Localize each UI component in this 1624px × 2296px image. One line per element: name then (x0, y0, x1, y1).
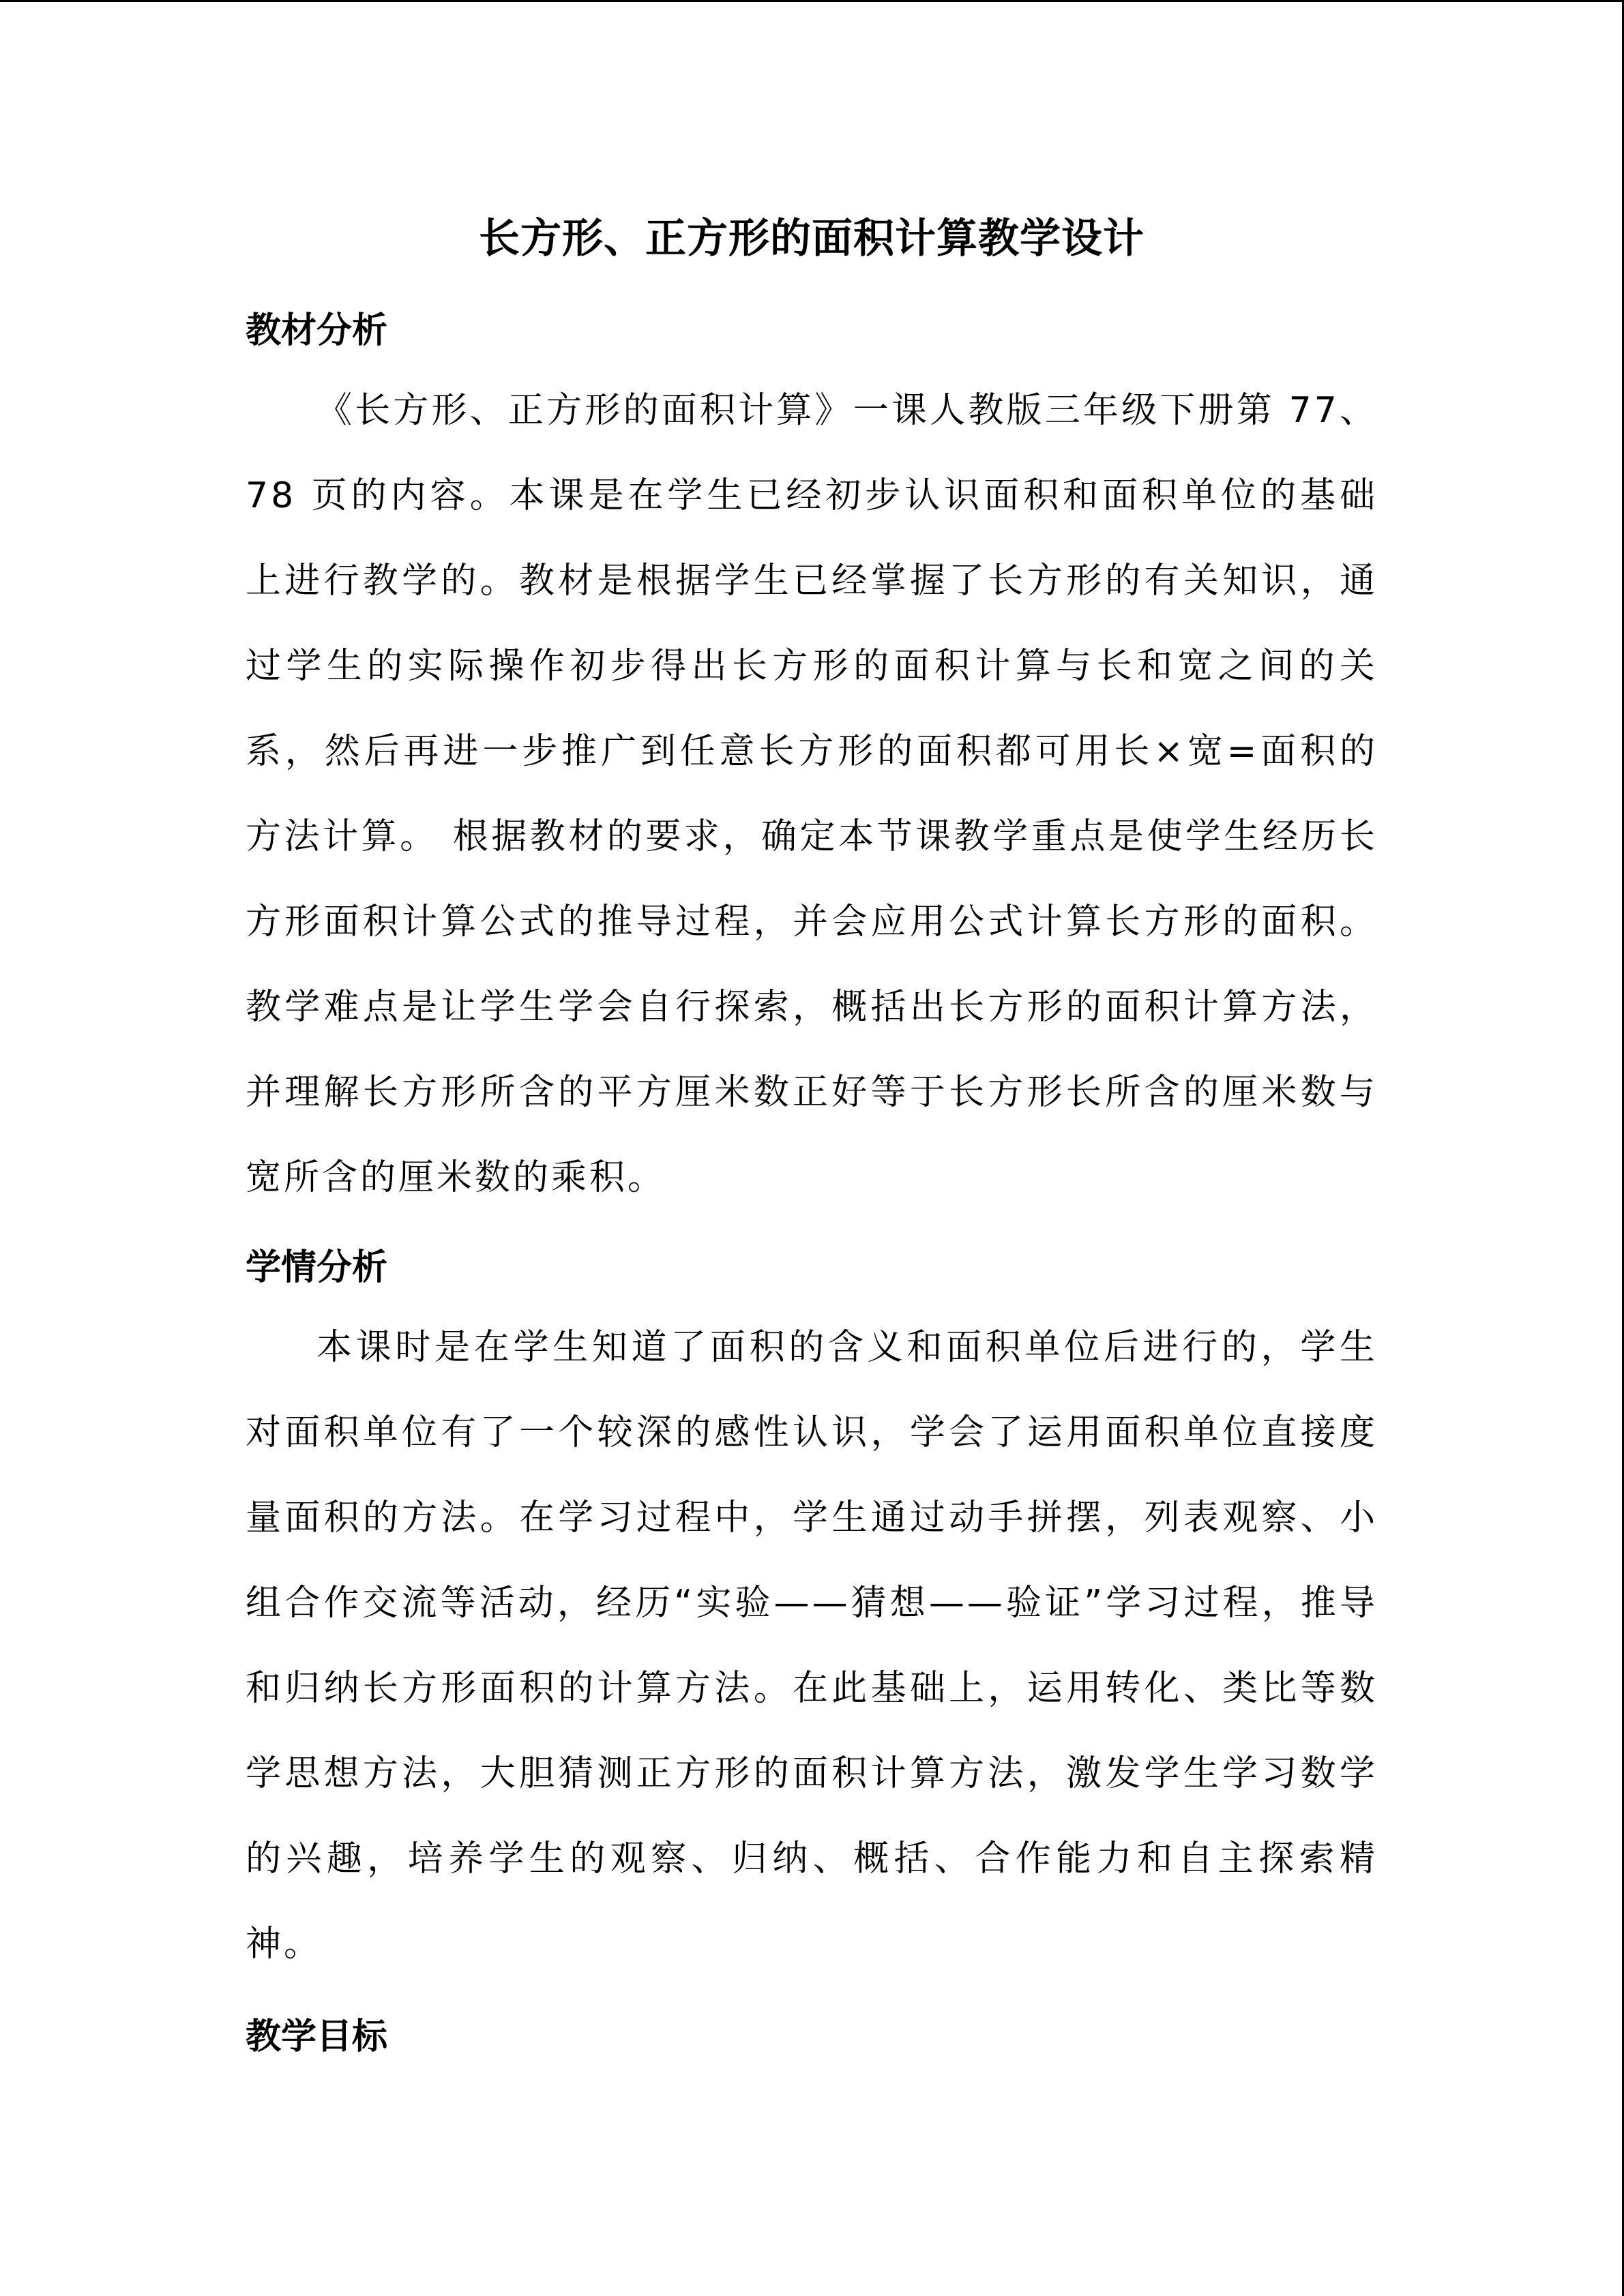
document-title: 长方形、正方形的面积计算教学设计 (479, 215, 1145, 263)
section-heading-student-analysis: 学情分析 (246, 1247, 388, 1288)
section-heading-textbook-analysis: 教材分析 (246, 310, 388, 351)
section-paragraph-student-analysis: 本课时是在学生知道了面积的含义和面积单位后进行的，学生对面积单位有了一个较深的感性认识，学会了运用面积单位直接度量面积的方法。在学习过程中，学生通过动手拼摆，列表观察、小组合作交流等活动，经历“实验——猜想——验证”学习过程，推导和归纳长方形面积的计算方法。在此基础上，运用转化、类比等数学思想方法，大胆猜测正方形的面积计算方法，激发学生学习数学的兴趣，培养学生的观察、归纳、概括、合作能力和自主探索精神。 (246, 1327, 1378, 1965)
section-paragraph-textbook-analysis: 《长方形、正方形的面积计算》一课人教版三年级下册第 77、78 页的内容。本课是在学生已经初步认识面积和面积单位的基础上进行教学的。教材是根据学生已经掌握了长方形的有关知识，通过学生的实际操作初步得出长方形的面积计算与长和宽之间的关系，然后再进一步推广到任意长方形的面积都可用长×宽=面积的方法计算。 根据教材的要求，确定本节课教学重点是使学生经历长方形面积计算公式的推导过程，并会应用公式计算长方形的面积。教学难点是让学生学会自行探索，概括出长方形的面积计算方法，并理解长方形所含的平方厘米数正好等于长方形长所含的厘米数与宽所含的厘米数的乘积。 (246, 390, 1378, 1198)
page-border-top (0, 0, 1624, 2)
document-page (246, 205, 1378, 2074)
section-heading-teaching-objectives: 教学目标 (246, 2016, 388, 2057)
